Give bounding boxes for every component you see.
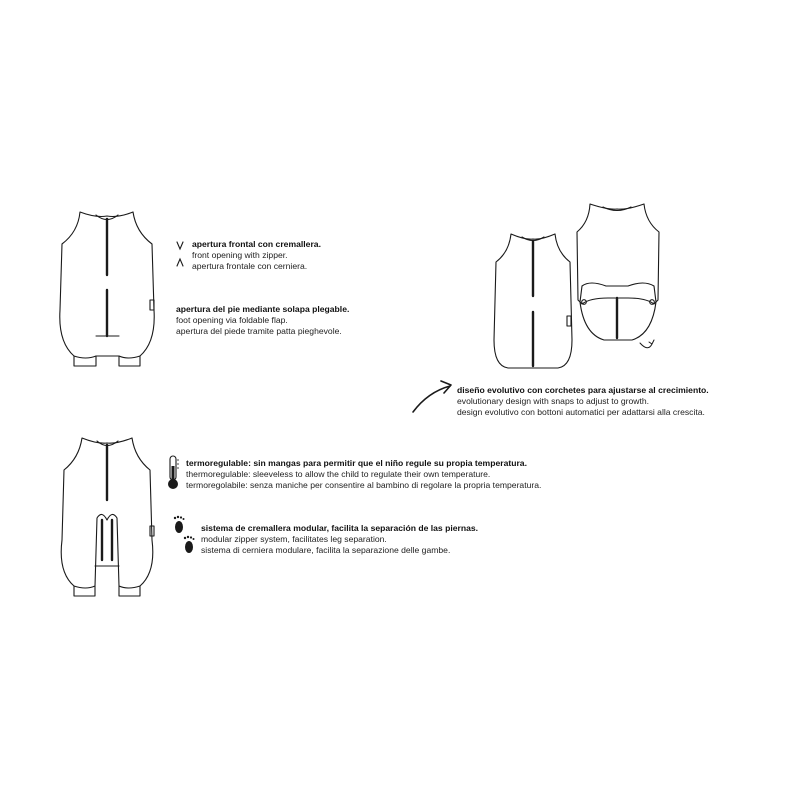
thermometer-icon xyxy=(168,456,179,489)
curved-arrow-icon xyxy=(413,381,451,412)
feature-english: modular zipper system, facilitates leg separation. xyxy=(201,534,387,545)
zipper-direction-icon xyxy=(177,242,183,266)
feature-english: thermoregulable: sleeveless to allow the child to regulate their own temperature. xyxy=(186,469,491,480)
feature-title: diseño evolutivo con corchetes para ajustarse al crecimiento. xyxy=(457,385,709,395)
feature-foot-opening xyxy=(176,304,349,338)
feature-english: front opening with zipper. xyxy=(192,250,288,261)
feature-title: apertura frontal con cremallera. xyxy=(192,239,321,249)
feature-english: foot opening via foldable flap. xyxy=(176,315,288,326)
feature-title: termoregulable: sin mangas para permitir que el niño regule su propia temperatura. xyxy=(186,458,527,468)
feature-thermoregulable xyxy=(186,458,541,492)
sleeping-bag-legs-modular-zipper xyxy=(61,438,154,596)
sleeping-bag-feet-front-zipper xyxy=(60,212,154,366)
feature-italian: apertura frontale con cerniera. xyxy=(192,261,308,272)
feature-italian: termoregolabile: senza maniche per consentire al bambino di regolare la propria temperatura. xyxy=(186,480,542,491)
feature-title: apertura del pie mediante solapa plegable. xyxy=(176,304,350,314)
footprints-icon xyxy=(174,516,195,553)
feature-italian: apertura del piede tramite patta pieghevole. xyxy=(176,326,342,337)
sleeping-bag-back-snaps xyxy=(577,204,659,348)
feature-modular-zipper xyxy=(201,523,478,557)
sleeping-bag-long xyxy=(494,234,572,368)
feature-english: evolutionary design with snaps to adjust to growth. xyxy=(457,396,650,407)
feature-italian: sistema di cerniera modulare, facilita la separazione delle gambe. xyxy=(201,545,451,556)
feature-title: sistema de cremallera modular, facilita la separación de las piernas. xyxy=(201,523,479,533)
feature-front-zipper xyxy=(192,239,321,273)
feature-evolutionary-design xyxy=(457,385,709,419)
feature-italian: design evolutivo con bottoni automatici per adattarsi alla crescita. xyxy=(457,407,705,418)
